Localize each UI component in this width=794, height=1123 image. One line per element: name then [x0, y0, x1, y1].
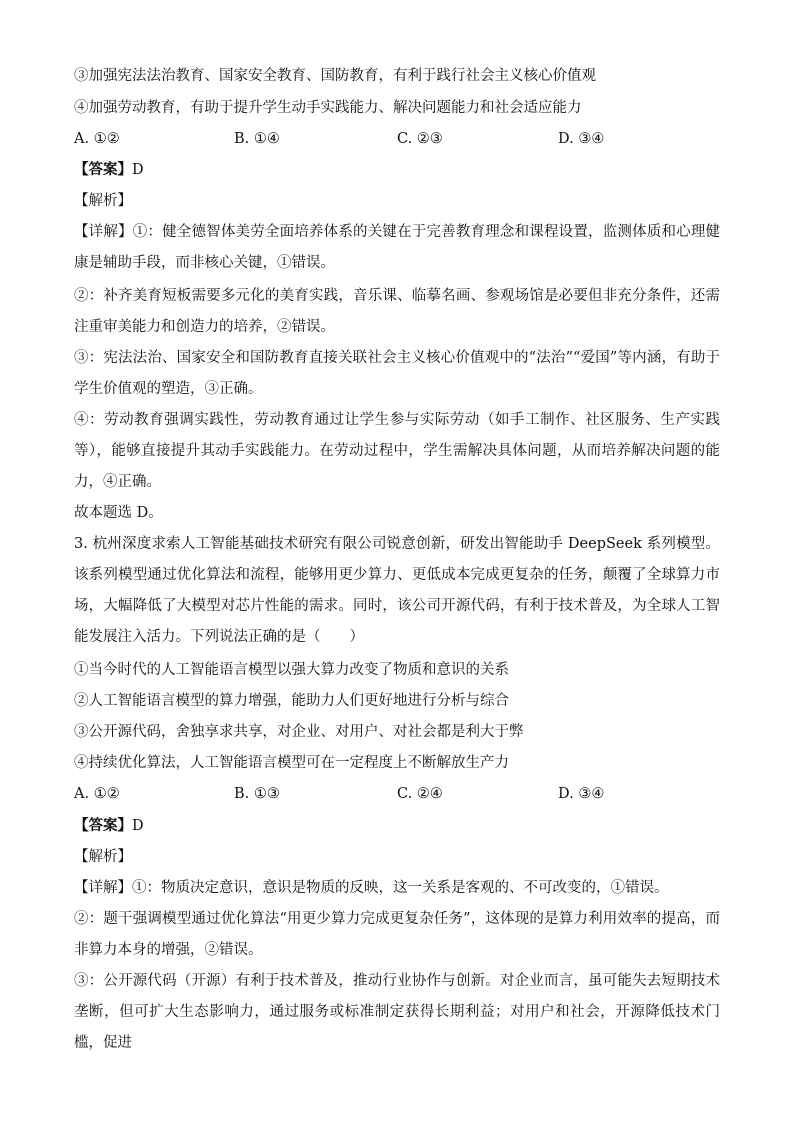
q2-item-4: ④加强劳动教育，有助于提升学生动手实践能力、解决问题能力和社会适应能力 — [74, 100, 582, 116]
q3-detail-label: 【详解】 — [74, 880, 132, 896]
q3-item-4: ④持续优化算法，人工智能语言模型可在一定程度上不断解放生产力 — [74, 755, 509, 771]
q3-option-a: A. ①② — [74, 786, 120, 802]
q3-options — [74, 784, 720, 804]
q3-detail-2: ②：题干强调模型通过优化算法“用更少算力完成更复杂任务”，这体现的是算力利用效率的提高，而非算力本身的增强，②错误。 — [74, 911, 720, 958]
q2-answer-label: 【答案】 — [74, 161, 132, 178]
q2-detail-2: ②：补齐美育短板需要多元化的美育实践，音乐课、临摹名画、参观场馆是必要但非充分条件，还需注重审美能力和创造力的培养，②错误。 — [74, 288, 720, 335]
q3-stem: 3. 杭州深度求索人工智能基础技术研究有限公司锐意创新，研发出智能助手 DeepSeek 系列模型。该系列模型通过优化算法和流程，能够用更少算力、更低成本完成更复杂的任务，颠覆了全球算力市场，大幅降低了大模型对芯片性能的需求。同时，该公司开源代码，有利于技术普及，为全球人工智能发展注入活力。下列说法正确的是（ ） — [74, 536, 720, 645]
q3-option-d: D. ③④ — [558, 786, 605, 802]
q2-option-a: A. ①② — [74, 131, 120, 147]
q2-detail-label: 【详解】 — [74, 224, 133, 240]
q2-option-d: D. ③④ — [558, 131, 605, 147]
q2-detail-1 — [74, 217, 720, 279]
q2-options — [74, 129, 720, 149]
q3-analysis-label: 【解析】 — [74, 849, 132, 865]
q3-option-b: B. ①③ — [234, 786, 280, 802]
q3-detail-3: ③：公开源代码（开源）有利于技术普及，推动行业协作与创新。对企业而言，虽可能失去短期技术垄断，但可扩大生态影响力，通过服务或标准制定获得长期利益；对用户和社会，开源降低技术门槛，促进 — [74, 973, 720, 1051]
q2-detail-4: ④：劳动教育强调实践性，劳动教育通过让学生参与实际劳动（如手工制作、社区服务、生产实践等），能够直接提升其动手实践能力。在劳动过程中，学生需解决具体问题，从而培养解决问题的能力，④正确。 — [74, 412, 720, 490]
q3-item-1: ①当今时代的人工智能语言模型以强大算力改变了物质和意识的关系 — [74, 662, 509, 678]
q3-detail-1 — [74, 878, 669, 898]
q2-answer — [74, 160, 144, 180]
q3-answer — [74, 816, 144, 836]
q3-detail-1-text: ①：物质决定意识，意识是物质的反映，这一关系是客观的、不可改变的，①错误。 — [132, 880, 669, 896]
q2-detail-1-text: ①：健全德智体美劳全面培养体系的关键在于完善教育理念和课程设置，监测体质和心理健康是辅助手段，而非核心关键，①错误。 — [74, 224, 721, 271]
q2-option-b: B. ①④ — [234, 131, 280, 147]
q2-option-c: C. ②③ — [397, 131, 443, 147]
q3-answer-value: D — [132, 818, 144, 834]
q3-answer-label: 【答案】 — [74, 817, 132, 834]
q3-option-c: C. ②④ — [397, 786, 443, 802]
q3-item-3: ③公开源代码，舍独享求共享，对企业、对用户、对社会都是利大于弊 — [74, 724, 524, 740]
q2-answer-value: D — [132, 162, 144, 178]
q3-item-2: ②人工智能语言模型的算力增强，能助力人们更好地进行分析与综合 — [74, 693, 509, 709]
q2-item-3: ③加强宪法法治教育、国家安全教育、国防教育，有利于践行社会主义核心价值观 — [74, 68, 596, 84]
q2-analysis-label: 【解析】 — [74, 193, 132, 209]
q2-detail-3: ③：宪法法治、国家安全和国防教育直接关联社会主义核心价值观中的“法治”“爱国”等内涵，有助于学生价值观的塑造，③正确。 — [74, 350, 720, 397]
q2-conclusion: 故本题选 D。 — [74, 505, 163, 521]
